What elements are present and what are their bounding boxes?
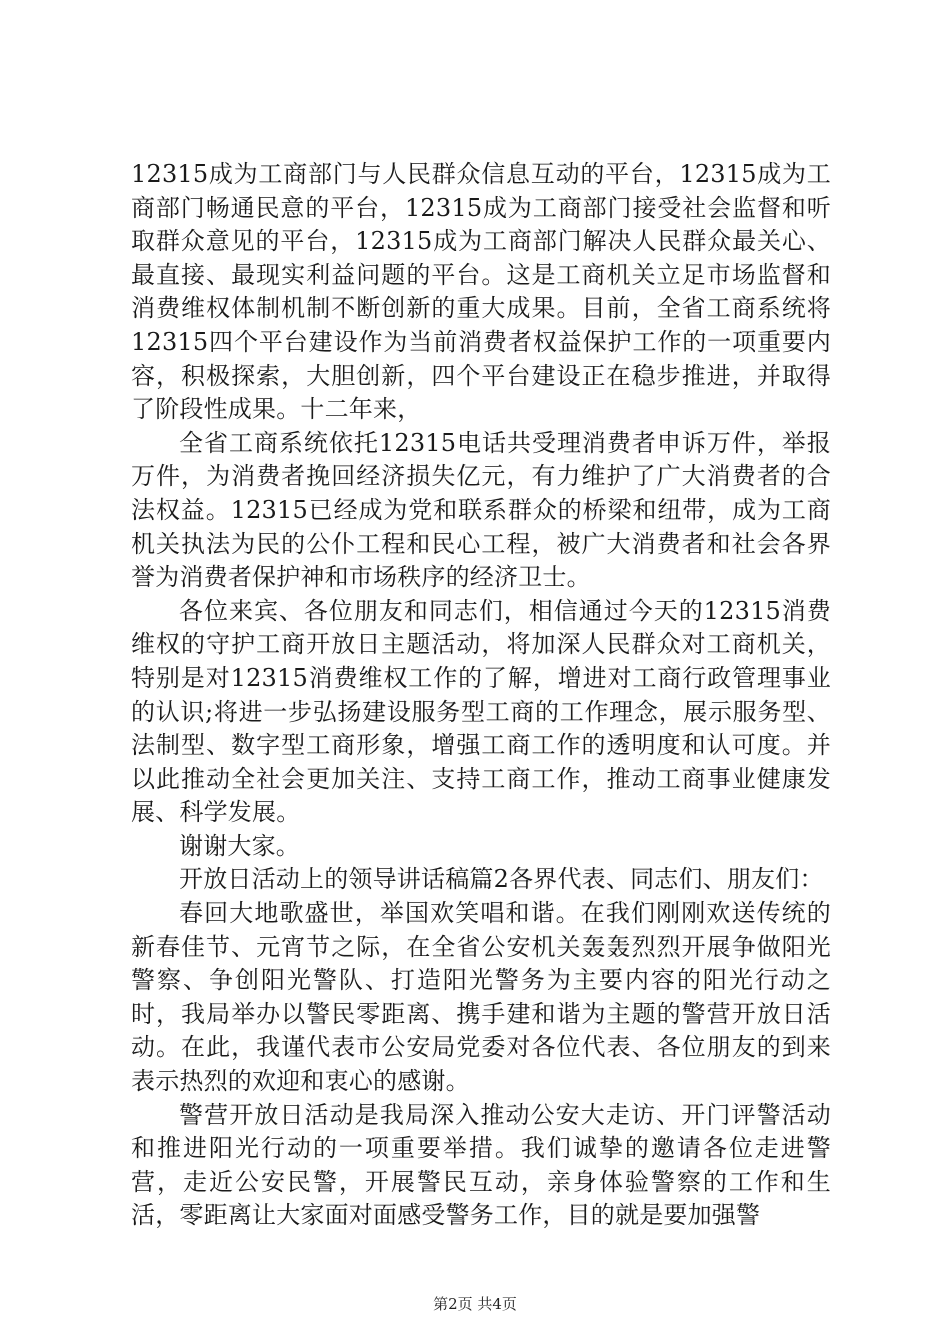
paragraph-2: 全省工商系统依托12315电话共受理消费者申诉万件，举报万件，为消费者挽回经济损失亿元，有力维护了广大消费者的合法权益。12315已经成为党和联系群众的桥梁和纽带，成为工商机关执法为民的公仆工程和民心工程，被广大消费者和社会各界誉为消费者保护神和市场秩序的经济卫士。	[131, 428, 831, 592]
paragraph-4: 谢谢大家。	[179, 831, 300, 860]
paragraph-7: 警营开放日活动是我局深入推动公安大走访、开门评警活动和推进阳光行动的一项重要举措。我们诚挚的邀请各位走进警营，走近公安民警，开展警民互动，亲身体验警察的工作和生活，零距离让大家面对面感受警务工作，目的就是要加强警	[131, 1100, 831, 1230]
document-body	[131, 158, 831, 1233]
paragraph-5: 开放日活动上的领导讲话稿篇2各界代表、同志们、朋友们：	[179, 865, 824, 894]
paragraph-1: 12315成为工商部门与人民群众信息互动的平台，12315成为工商部门畅通民意的平台，12315成为工商部门接受社会监督和听取群众意见的平台，12315成为工商部门解决人民群众最关心、最直接、最现实利益问题的平台。这是工商机关立足市场监督和消费维权体制机制不断创新的重大成果。目前，全省工商系统将12315四个平台建设作为当前消费者权益保护工作的一项重要内容，积极探索，大胆创新，四个平台建设正在稳步推进，并取得了阶段性成果。十二年来，	[131, 160, 831, 424]
page-number-footer: 第2页 共4页	[433, 1295, 517, 1313]
paragraph-3: 各位来宾、各位朋友和同志们，相信通过今天的12315消费维权的守护工商开放日主题活动，将加深人民群众对工商机关，特别是对12315消费维权工作的了解，增进对工商行政管理事业的认识;将进一步弘扬建设服务型工商的工作理念，展示服务型、法制型、数字型工商形象，增强工商工作的透明度和认可度。并以此推动全社会更加关注、支持工商工作，推动工商事业健康发展、科学发展。	[131, 596, 831, 827]
paragraph-6: 春回大地歌盛世，举国欢笑唱和谐。在我们刚刚欢送传统的新春佳节、元宵节之际，在全省公安机关轰轰烈烈开展争做阳光警察、争创阳光警队、打造阳光警务为主要内容的阳光行动之时，我局举办以警民零距离、携手建和谐为主题的警营开放日活动。在此，我谨代表市公安局党委对各位代表、各位朋友的到来表示热烈的欢迎和衷心的感谢。	[131, 899, 831, 1096]
